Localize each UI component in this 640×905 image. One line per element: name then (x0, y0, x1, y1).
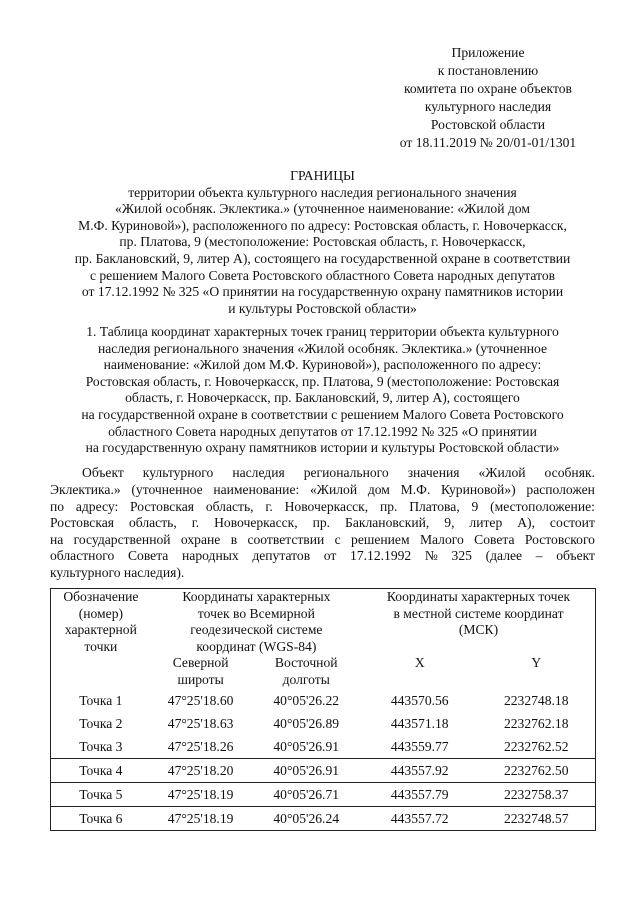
object-description-paragraph (82, 465, 595, 482)
cell-latitude: 47°25'18.26 (167, 738, 234, 754)
header-text: координат (WGS-84) (196, 638, 317, 654)
cell-y: 2232748.57 (477, 806, 595, 830)
appendix-line: Приложение (451, 45, 525, 60)
cell-point: Точка 6 (51, 806, 151, 830)
section-line: Ростовская область, г. Новочеркасск, пр. Платова, 9 (местоположение: Ростовская (85, 373, 560, 389)
paragraph-line: Объект культурного наследия регионального значения «Жилой особняк. (82, 465, 595, 480)
title-line: пр. Платова, 9 (местоположение: Ростовская область, г. Новочеркасск, (119, 234, 526, 250)
table-row (51, 806, 596, 830)
header-point-designation (51, 589, 151, 689)
cell-x: 443559.77 (390, 738, 449, 754)
appendix-date-number: от 18.11.2019 № 20/01-01/1301 (399, 135, 577, 150)
header-text: (МСК) (458, 622, 499, 638)
coordinates-table (50, 588, 596, 831)
subheader-longitude (250, 655, 362, 688)
subheader-latitude (151, 655, 251, 688)
cell-y: 2232758.37 (477, 782, 595, 806)
table-row (51, 712, 596, 735)
header-text: широты (177, 671, 224, 687)
paragraph-line: по адресу: Ростовская область, г. Новочеркасск, пр. Платова, 9 (местоположение: (50, 498, 595, 514)
cell-x: 443570.56 (390, 692, 449, 708)
table-row (51, 782, 596, 806)
table-row (51, 735, 596, 759)
section-line: на государственной охране в соответствии с решением Малого Совета Ростовского (81, 406, 564, 422)
header-text: Восточной (274, 655, 338, 671)
title-line: с решением Малого Совета Ростовского областного Совета народных депутатов (89, 267, 556, 283)
document-title (50, 168, 595, 317)
appendix-line: к постановлению (437, 63, 539, 78)
cell-point: Точка 5 (51, 782, 151, 806)
cell-latitude: 47°25'18.19 (151, 782, 251, 806)
header-text: Координаты характерных (182, 589, 331, 604)
cell-point: Точка 3 (79, 738, 123, 754)
cell-y: 2232762.52 (503, 738, 569, 754)
cell-point: Точка 1 (79, 692, 123, 708)
appendix-header (378, 44, 598, 152)
header-text: характерной (64, 622, 137, 638)
cell-point: Точка 4 (51, 758, 151, 782)
header-text: Обозначение (63, 589, 139, 604)
table-header-row (51, 589, 596, 656)
cell-longitude: 40°05'26.24 (250, 806, 362, 830)
cell-latitude: 47°25'18.63 (167, 715, 234, 731)
section-line: областного Совета народных депутатов от 17.12.1992 № 325 «О принятии (108, 423, 537, 439)
cell-x: 443557.79 (362, 782, 477, 806)
section-line: 1. Таблица координат характерных точек границ территории объекта культурного (86, 324, 559, 339)
header-msk (362, 589, 596, 656)
title-line: и культуры Ростовской области» (228, 300, 417, 316)
header-text: долготы (282, 671, 330, 687)
cell-longitude: 40°05'26.71 (250, 782, 362, 806)
cell-y: 2232762.50 (477, 758, 595, 782)
header-text: Координаты характерных точек (386, 589, 571, 604)
appendix-line: культурного наследия (424, 99, 552, 114)
cell-x: 443571.18 (390, 715, 449, 731)
cell-latitude: 47°25'18.19 (151, 806, 251, 830)
title-line: пр. Баклановский, 9, литер А), состоящего на государственной охране в соответствии (74, 250, 571, 266)
section-line: наследия регионального значения «Жилой особняк. Эклектика.» (уточненное (97, 340, 548, 356)
header-text: точки (84, 638, 118, 654)
title-line: территории объекта культурного наследия регионального значения (128, 184, 517, 200)
section-line: на государственную охрану памятников истории и культуры Ростовской области» (85, 440, 560, 456)
paragraph-line: Ростовская область, г. Новочеркасск, пр. Баклановский, 9, литер А), состоит (50, 515, 595, 531)
subheader-x: X (414, 655, 425, 671)
section-line: наименование: «Жилой дом М.Ф. Куриновой»), расположенного по адресу: (103, 357, 542, 373)
header-text: (номер) (78, 605, 124, 621)
paragraph-line: областного Совета народных депутатов от 17.12.1992 № 325 (далее – объект (50, 548, 595, 564)
cell-y: 2232748.18 (503, 692, 569, 708)
header-text: точек во Всемирной (197, 605, 315, 621)
header-text: в местной системе координат (393, 605, 564, 621)
cell-latitude: 47°25'18.20 (151, 758, 251, 782)
cell-longitude: 40°05'26.91 (250, 758, 362, 782)
cell-x: 443557.72 (362, 806, 477, 830)
cell-longitude: 40°05'26.89 (273, 715, 340, 731)
paragraph-line: на государственной охране в соответствии с решением Малого Совета Ростовского (50, 531, 595, 547)
title-line: «Жилой особняк. Эклектика.» (уточненное наименование: «Жилой дом (115, 201, 530, 217)
cell-longitude: 40°05'26.22 (273, 692, 340, 708)
section-1-heading (50, 324, 595, 457)
header-wgs84 (151, 589, 362, 656)
paragraph-line: культурного наследия). (50, 564, 185, 580)
subheader-y: Y (531, 655, 542, 671)
cell-latitude: 47°25'18.60 (167, 692, 234, 708)
title-line: М.Ф. Куриновой»), расположенного по адресу: Ростовская область, г. Новочеркасск, (78, 217, 567, 233)
appendix-line: Ростовской области (430, 117, 546, 132)
cell-longitude: 40°05'26.91 (273, 738, 340, 754)
title-line: от 17.12.1992 № 325 «О принятии на государственную охрану памятников истории (81, 284, 564, 300)
section-line: область, г. Новочеркасск, пр. Баклановский, 9, литер А), состоящего (125, 390, 520, 406)
object-description-body (50, 482, 595, 582)
paragraph-line: Эклектика.» (уточненное наименование: «Жилой дом М.Ф. Куриновой») расположен (50, 482, 595, 497)
header-text: геодезической системе (190, 622, 323, 638)
cell-point: Точка 2 (79, 715, 123, 731)
table-row (51, 689, 596, 712)
cell-y: 2232762.18 (503, 715, 569, 731)
table-row (51, 758, 596, 782)
cell-x: 443557.92 (362, 758, 477, 782)
header-text: Северной (172, 655, 229, 671)
appendix-line: комитета по охране объектов (404, 81, 572, 96)
title-heading: ГРАНИЦЫ (290, 168, 355, 183)
